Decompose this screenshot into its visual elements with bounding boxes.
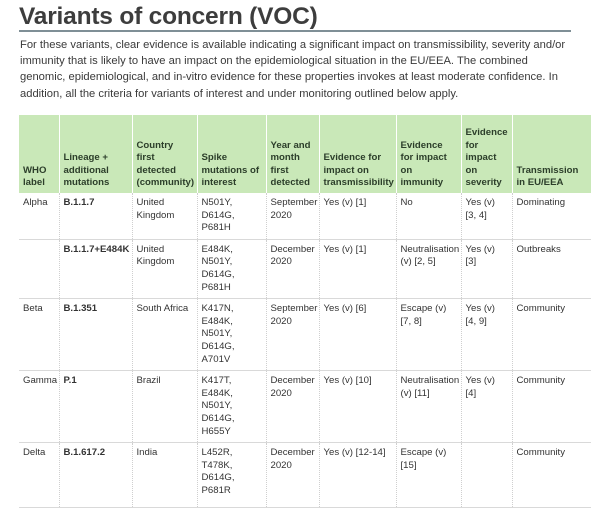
cell-spike-mutations: K417T, E484K, N501Y, D614G, H655Y <box>197 371 266 443</box>
table-row <box>19 371 591 443</box>
table-row <box>19 443 591 508</box>
cell-severity <box>461 443 512 508</box>
table-header-row <box>19 115 591 193</box>
cell-first-detected: September 2020 <box>266 193 319 239</box>
table-row <box>19 299 591 371</box>
cell-transmission-eu: Community <box>512 371 591 443</box>
cell-country: India <box>132 443 197 508</box>
cell-severity: Yes (v) [4, 9] <box>461 299 512 371</box>
cell-transmission-eu: Community <box>512 299 591 371</box>
cell-first-detected: September 2020 <box>266 299 319 371</box>
cell-lineage: B.1.1.7 <box>59 193 132 239</box>
cell-spike-mutations: K417N, E484K, N501Y, D614G, A701V <box>197 299 266 371</box>
variants-table-container <box>19 115 579 496</box>
col-header-transmissibility: Evidence for impact on transmissibility <box>319 115 396 193</box>
col-header-severity: Evidence for impact on severity <box>461 115 512 193</box>
col-header-lineage: Lineage + additional mutations <box>59 115 132 193</box>
cell-first-detected: December 2020 <box>266 443 319 508</box>
table-row <box>19 193 591 239</box>
cell-immunity: Neutralisation (v) [2, 5] <box>396 239 461 298</box>
cell-country: Brazil <box>132 371 197 443</box>
cell-transmissibility: Yes (v) [12-14] <box>319 443 396 508</box>
cell-first-detected: December 2020 <box>266 239 319 298</box>
variants-table <box>19 115 591 508</box>
intro-paragraph: For these variants, clear evidence is available indicating a significant impact on transmissibility, severity and/or immunity that is likely to have an impact on the epidemiological situation in the EU/EEA. The combined genomic, epidemiological, and in-vitro evidence for these properties invokes at least moderate confidence. In addition, all the criteria for variants of interest and under monitoring outlined below apply. <box>20 39 566 100</box>
cell-spike-mutations: L452R, T478K, D614G, P681R <box>197 443 266 508</box>
col-header-transmission-eu: Transmission in EU/EEA <box>512 115 591 193</box>
cell-country: United Kingdom <box>132 239 197 298</box>
cell-immunity: Escape (v) [7, 8] <box>396 299 461 371</box>
page-title: Variants of concern (VOC) <box>19 3 318 30</box>
cell-country: South Africa <box>132 299 197 371</box>
cell-severity: Yes (v) [4] <box>461 371 512 443</box>
cell-spike-mutations: E484K, N501Y, D614G, P681H <box>197 239 266 298</box>
cell-lineage: P.1 <box>59 371 132 443</box>
cell-who-label: Beta <box>19 299 59 371</box>
cell-transmission-eu: Dominating <box>512 193 591 239</box>
cell-first-detected: December 2020 <box>266 371 319 443</box>
cell-severity: Yes (v) [3, 4] <box>461 193 512 239</box>
cell-country: United Kingdom <box>132 193 197 239</box>
col-header-who-label: WHO label <box>19 115 59 193</box>
cell-who-label: Gamma <box>19 371 59 443</box>
cell-immunity: Neutralisation (v) [11] <box>396 371 461 443</box>
col-header-country: Country first detected (community) <box>132 115 197 193</box>
cell-transmissibility: Yes (v) [1] <box>319 239 396 298</box>
col-header-immunity: Evidence for impact on immunity <box>396 115 461 193</box>
cell-who-label: Delta <box>19 443 59 508</box>
cell-lineage: B.1.617.2 <box>59 443 132 508</box>
title-divider <box>19 30 571 32</box>
cell-transmissibility: Yes (v) [10] <box>319 371 396 443</box>
cell-lineage: B.1.351 <box>59 299 132 371</box>
cell-immunity: Escape (v) [15] <box>396 443 461 508</box>
cell-immunity: No <box>396 193 461 239</box>
table-row <box>19 239 591 298</box>
cell-transmission-eu: Community <box>512 443 591 508</box>
col-header-spike-mutations: Spike mutations of interest <box>197 115 266 193</box>
cell-spike-mutations: N501Y, D614G, P681H <box>197 193 266 239</box>
col-header-first-detected: Year and month first detected <box>266 115 319 193</box>
cell-lineage: B.1.1.7+E484K <box>59 239 132 298</box>
cell-transmissibility: Yes (v) [1] <box>319 193 396 239</box>
cell-transmission-eu: Outbreaks <box>512 239 591 298</box>
cell-severity: Yes (v) [3] <box>461 239 512 298</box>
cell-who-label <box>19 239 59 298</box>
cell-transmissibility: Yes (v) [6] <box>319 299 396 371</box>
cell-who-label: Alpha <box>19 193 59 239</box>
